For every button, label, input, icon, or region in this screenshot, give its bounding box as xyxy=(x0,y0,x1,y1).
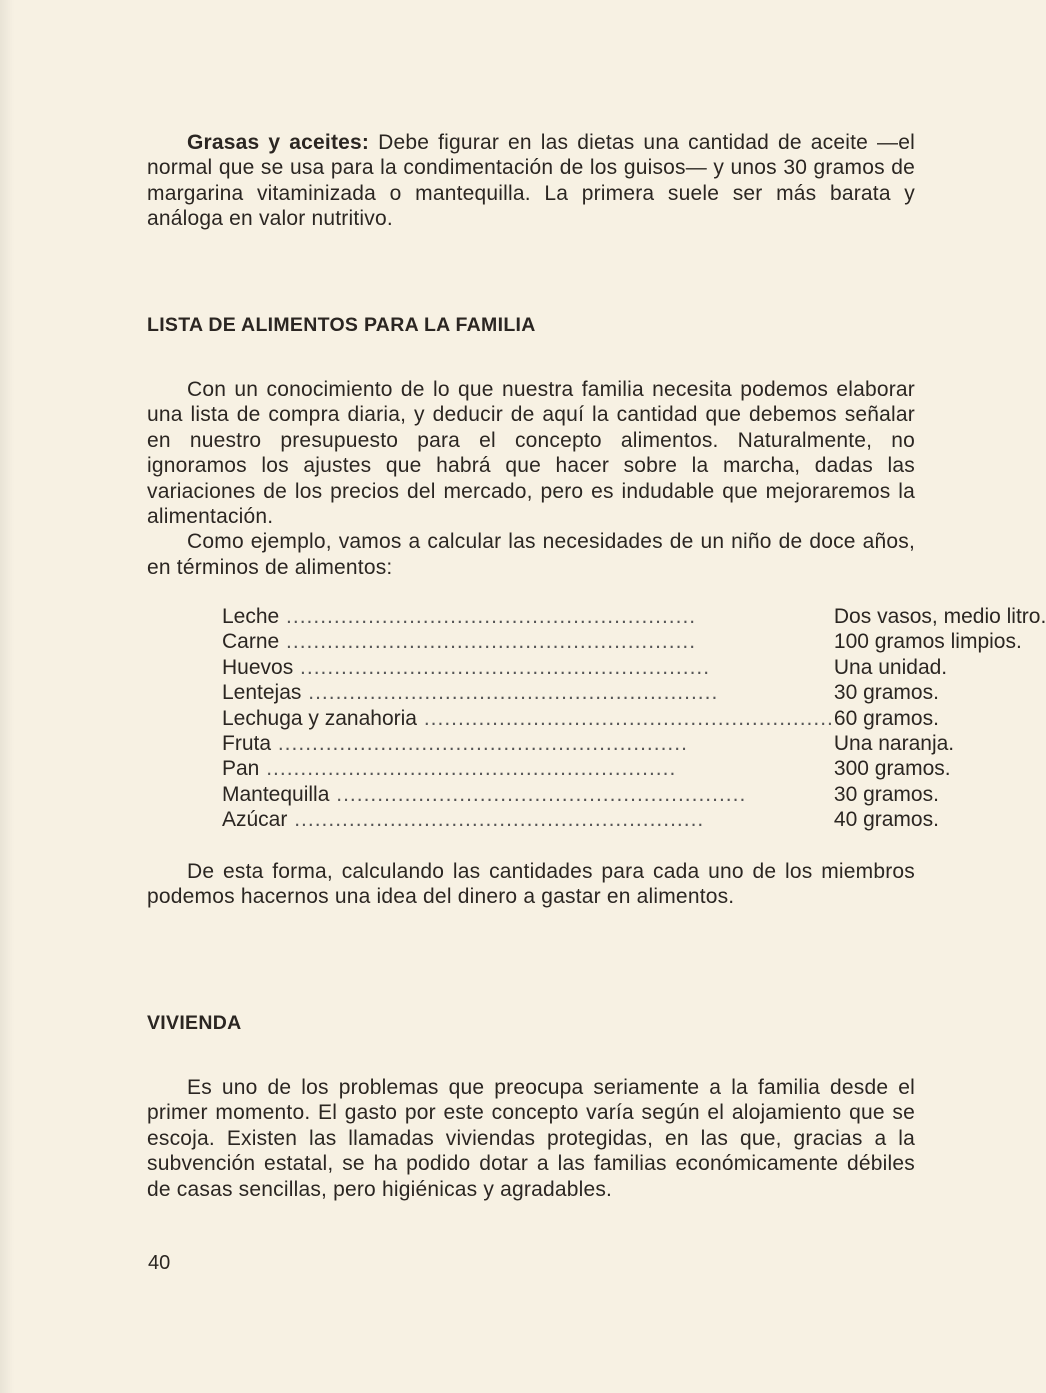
housing-paragraph: Es uno de los problemas que preocupa seriamente a la familia desde el primer momento. El gasto por este concepto varía según el alojamiento que se escoja. Existen las llamadas viviendas protegidas, en las que, gracias a la subvención estatal, se ha podido dotar a las familias económicamente débiles de casas sencillas, pero higiénicas y agradables. xyxy=(147,1076,915,1201)
food-list-table xyxy=(222,604,1046,833)
food-name-cell xyxy=(222,629,834,654)
food-name-cell xyxy=(222,782,834,807)
food-amount: 60 gramos. xyxy=(833,706,939,730)
food-row xyxy=(222,807,1046,832)
dot-leader: ............................................................ xyxy=(279,605,697,628)
food-name: Azúcar xyxy=(222,808,288,832)
fats-paragraph xyxy=(147,130,915,232)
dot-leader: ............................................................ xyxy=(301,681,719,705)
food-name-cell xyxy=(222,706,834,731)
food-name: Lechuga y zanahoria xyxy=(222,706,417,730)
food-name-cell xyxy=(222,756,834,781)
dot-leader: ............................................................ xyxy=(279,630,697,654)
food-name-cell xyxy=(222,680,834,705)
food-amount: 100 gramos limpios. xyxy=(833,630,1022,654)
food-amount: 300 gramos. xyxy=(833,757,951,781)
food-name-cell xyxy=(222,807,834,832)
food-row xyxy=(222,706,1046,731)
fats-paragraph-block xyxy=(147,130,915,232)
food-row xyxy=(222,680,1046,705)
housing-heading: VIVIENDA xyxy=(147,1012,242,1034)
dot-leader: ............................................................ xyxy=(287,808,705,832)
food-name: Leche xyxy=(222,605,280,628)
food-row xyxy=(222,655,1046,680)
food-name: Lentejas xyxy=(222,681,302,705)
dot-leader: ............................................................ xyxy=(293,655,711,679)
food-row xyxy=(222,756,1046,781)
dot-leader: ............................................................ xyxy=(416,706,834,730)
food-name-cell xyxy=(222,604,834,629)
food-amount: Una naranja. xyxy=(833,732,955,756)
dot-leader: ............................................................ xyxy=(259,757,677,781)
food-name-cell xyxy=(222,655,834,680)
food-list-example-paragraph: Como ejemplo, vamos a calcular las necesidades de un niño de doce años, en términos de alimentos: xyxy=(147,530,915,579)
food-list-intro-paragraph: Con un conocimiento de lo que nuestra familia necesita podemos elaborar una lista de compra diaria, y deducir de aquí la cantidad que debemos señalar en nuestro presupuesto para el concepto alimentos. Naturalmente, no ignoramos los ajustes que habrá que hacer sobre la marcha, dadas las variaciones de los precios del mercado, pero es indudable que mejoraremos la alimentación. xyxy=(147,378,915,529)
food-name: Pan xyxy=(222,757,260,781)
food-list-closing-block xyxy=(147,859,915,910)
fats-lead: Grasas y aceites: xyxy=(187,131,370,154)
food-amount: Dos vasos, medio litro. xyxy=(833,605,1046,628)
food-row xyxy=(222,782,1046,807)
food-name-cell xyxy=(222,731,834,756)
food-list-closing-paragraph: De esta forma, calculando las cantidades para cada uno de los miembros podemos hacernos una idea del dinero a gastar en alimentos. xyxy=(147,860,915,909)
food-name: Huevos xyxy=(222,655,294,679)
food-name: Fruta xyxy=(222,732,272,756)
food-amount: 30 gramos. xyxy=(833,681,939,705)
housing-block xyxy=(147,1075,915,1202)
dot-leader: ............................................................ xyxy=(329,782,747,806)
food-row xyxy=(222,731,1046,756)
dot-leader: ............................................................ xyxy=(271,732,688,756)
page-number: 40 xyxy=(148,1252,171,1274)
food-list-heading: LISTA DE ALIMENTOS PARA LA FAMILIA xyxy=(147,314,536,336)
food-amount: 40 gramos. xyxy=(833,808,939,832)
food-amount: 30 gramos. xyxy=(833,782,939,806)
food-amount: Una unidad. xyxy=(833,655,948,679)
food-name: Carne xyxy=(222,630,280,654)
food-row xyxy=(222,604,1046,629)
food-name: Mantequilla xyxy=(222,782,330,806)
food-row xyxy=(222,629,1046,654)
food-list-intro-block xyxy=(147,377,915,580)
fats-text: Debe figurar en las dietas una cantidad de aceite —el normal que se usa para la condimentación de los guisos— y unos 30 gramos de margarina vitaminizada o mantequilla. La primera suele ser más barata y análoga en valor nutritivo. xyxy=(147,131,915,231)
